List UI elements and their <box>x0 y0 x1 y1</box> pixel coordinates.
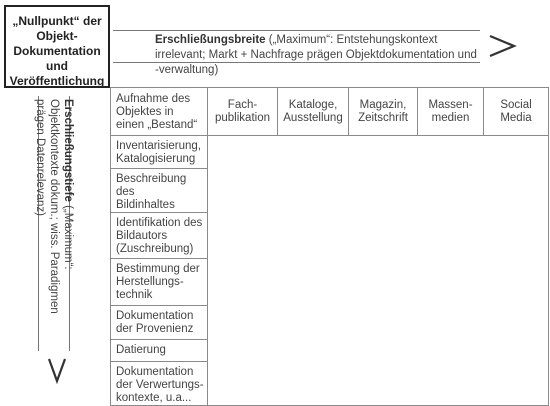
row-header-bildinhalt <box>111 169 208 213</box>
depth-title: Erschließungstiefe <box>62 98 74 202</box>
column-header-line: Social <box>500 98 532 111</box>
column-header-line: Massen- <box>428 98 473 111</box>
corner-line: einen „Bestand“ <box>116 119 198 131</box>
column-header-line: Zeitschrift <box>358 111 408 124</box>
row-header-line: Bestimmung der <box>116 263 200 275</box>
zero-point-line: und <box>46 59 68 73</box>
zero-point-line: Veröffentlichung <box>9 74 105 88</box>
row-header-line: technik <box>116 289 153 301</box>
row-header-line: Bildinhaltes <box>116 199 175 211</box>
row-header-verwertungskontexte <box>111 362 208 406</box>
row-header-line: Dokumentation <box>116 366 194 378</box>
corner-line: Objektes in <box>116 106 174 118</box>
breadth-description: („Maximum“: Entstehungskontext irrelevant; Markt + Nachfrage prägen Objektdokumentation und -verwaltung) <box>155 34 477 76</box>
column-header-line: Kataloge, <box>288 98 338 111</box>
column-header-line: Magazin, <box>359 98 407 111</box>
column-header-line: Ausstellung <box>283 111 343 124</box>
matrix-body <box>208 136 549 406</box>
column-header-fachpublikation <box>208 88 278 136</box>
zero-point-box <box>4 5 110 88</box>
row-header-provenienz <box>111 306 208 340</box>
column-header-social-media <box>484 88 549 136</box>
depth-axis-band <box>34 96 74 351</box>
row-header-line: Identifikation des <box>116 217 203 229</box>
column-header-kataloge <box>278 88 349 136</box>
column-header-massenmedien <box>418 88 484 136</box>
matrix-header-row <box>111 88 549 136</box>
column-header-line: publikation <box>215 111 270 124</box>
row-header-line: der Verwertungs- <box>116 379 204 391</box>
corner-line: Aufnahme des <box>116 93 191 105</box>
down-arrow-icon <box>44 355 70 385</box>
column-header-line: medien <box>431 111 470 124</box>
zero-point-line: Dokumentation <box>13 44 101 58</box>
row-header-line: der Provenienz <box>116 323 194 335</box>
right-arrow-icon <box>484 28 524 64</box>
column-header-line: Fach- <box>227 98 258 111</box>
row-header-line: Bildautors <box>116 230 168 242</box>
column-header-line: Media <box>500 111 532 124</box>
matrix-row <box>111 136 549 169</box>
row-header-line: Katalogisierung <box>116 153 196 165</box>
row-header-datierung <box>111 340 208 362</box>
column-header-magazin <box>349 88 418 136</box>
depth-axis-text <box>33 99 75 349</box>
corner-cell <box>111 88 208 136</box>
row-header-line: Dokumentation <box>116 310 194 322</box>
breadth-axis-band <box>113 30 480 76</box>
row-header-line: (Zuschreibung) <box>116 243 194 255</box>
zero-point-line: „Nullpunkt“ der <box>12 14 102 28</box>
row-header-bildautor <box>111 213 208 259</box>
row-header-line: Inventarisierung, <box>116 140 202 152</box>
breadth-title: Erschließungsbreite <box>155 34 266 46</box>
zero-point-line: Objekt- <box>36 29 78 43</box>
row-header-herstellungstechnik <box>111 259 208 306</box>
documentation-matrix <box>110 87 549 406</box>
row-header-line: Datierung <box>116 344 166 356</box>
row-header-inventarisierung <box>111 136 208 169</box>
depth-description: („Maximum“: Objektkontexte dokum.; wiss. Paradigmen prägen Datenrelevanz) <box>34 98 74 314</box>
row-header-line: kontexte, u.a... <box>116 392 192 404</box>
row-header-line: Herstellungs- <box>116 276 184 288</box>
row-header-line: Beschreibung des <box>116 173 187 198</box>
